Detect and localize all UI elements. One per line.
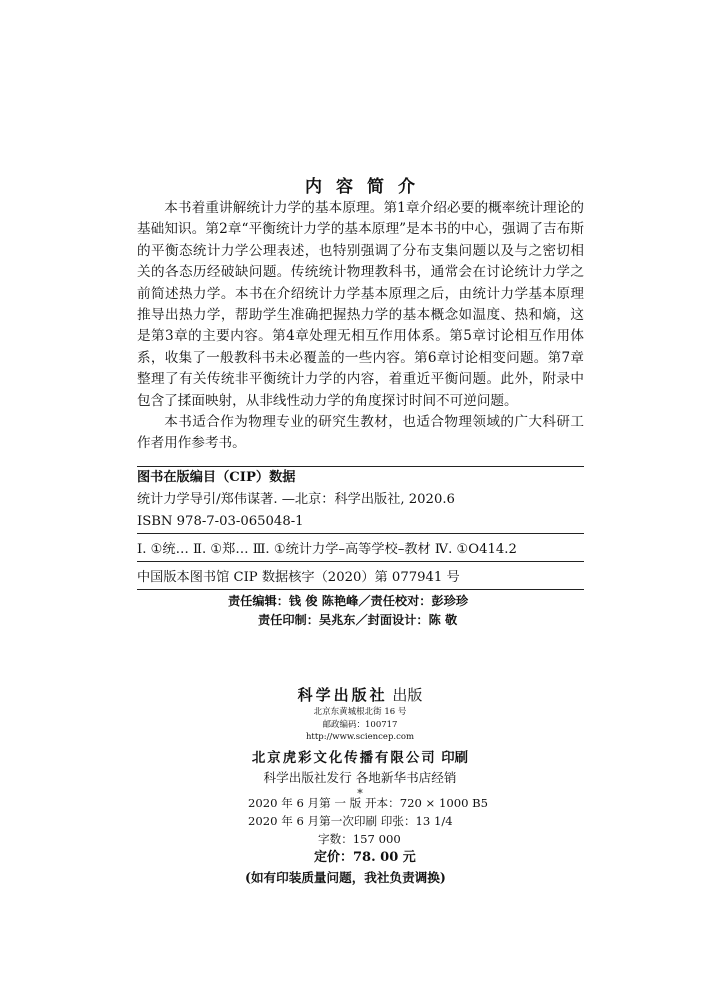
publisher-address: 北京东黄城根北街 16 号 bbox=[313, 707, 407, 717]
cip-heading: 图书在版编目（CIP）数据 bbox=[137, 470, 296, 485]
edition-block bbox=[0, 794, 720, 888]
cip-citation: 统计力学导引/郑伟谋著. —北京：科学出版社, 2020.6 bbox=[137, 492, 455, 507]
intro-paragraph-2: 本书适合作为物理专业的研究生教材，也适合物理领域的广大科研工作者用作参考书。 bbox=[137, 414, 584, 452]
cip-isbn: ISBN 978-7-03-065048-1 bbox=[137, 514, 304, 529]
intro-body bbox=[137, 198, 584, 455]
publisher-block bbox=[0, 684, 720, 800]
edition-first-edition: 2020 年 6 月第 一 版 开本：720 × 1000 B5 bbox=[248, 796, 489, 810]
cip-bottom-rule bbox=[137, 589, 584, 590]
credits-production: 责任印制：吴兆东／封面设计：陈 敬 bbox=[258, 613, 458, 627]
edition-notice: (如有印装质量问题，我社负责调换) bbox=[245, 870, 446, 885]
intro-paragraph-1: 本书着重讲解统计力学的基本原理。第1章介绍必要的概率统计理论的基础知识。第2章“平衡统计力学的基本原理”是本书的中心，强调了吉布斯的平衡态统计力学公理表述，也特别强调了分布支集问题以及与之密切相关的各态历经破缺问题。传统统计物理教科书，通常会在讨论统计力学之前简述热力学。本书在介绍统计力学基本原理之后，由统计力学基本原理推导出热力学，帮助学生准确把握热力学的基本概念如温度、热和熵，这是第3章的主要内容。第4章处理无相互作用体系。第5章讨论相互作用体系，收集了一般教科书未必覆盖的一些内容。第6章讨论相变问题。第7章整理了有关传统非平衡统计力学的内容，着重近平衡问题。此外，附录中包含了揉面映射，从非线性动力学的角度探讨时间不可逆问题。 bbox=[137, 200, 584, 409]
edition-price: 定价：78. 00 元 bbox=[314, 850, 416, 865]
distribution-line: 科学出版社发行 各地新华书店经销 bbox=[263, 769, 457, 785]
intro-title: 内容简介 bbox=[305, 177, 429, 197]
publisher-website: http://www.sciencep.com bbox=[305, 732, 415, 742]
publisher-suffix: 出版 bbox=[387, 686, 423, 704]
separator-star: * bbox=[357, 786, 363, 800]
edition-first-printing: 2020 年 6 月第一次印刷 印张：13 1/4 bbox=[248, 814, 453, 828]
publisher-postcode: 邮政编码：100717 bbox=[322, 719, 398, 730]
credits-block bbox=[0, 592, 720, 630]
cip-classification: Ⅰ. ①统… Ⅱ. ①郑… Ⅲ. ①统计力学–高等学校–教材 Ⅳ. ①O414.2 bbox=[137, 542, 517, 557]
publisher-line bbox=[0, 684, 720, 706]
printer-suffix: 印刷 bbox=[436, 749, 469, 766]
cip-record: 中国版本图书馆 CIP 数据核字（2020）第 077941 号 bbox=[137, 570, 460, 585]
printer-line bbox=[0, 748, 720, 768]
printer-name: 北京虎彩文化传播有限公司 bbox=[251, 749, 437, 766]
edition-word-count: 字数：157 000 bbox=[318, 832, 401, 846]
credits-editors: 责任编辑：钱 俊 陈艳峰／责任校对：彭珍珍 bbox=[228, 594, 469, 608]
publisher-name: 科学出版社 bbox=[297, 686, 388, 704]
cip-block bbox=[137, 466, 584, 590]
